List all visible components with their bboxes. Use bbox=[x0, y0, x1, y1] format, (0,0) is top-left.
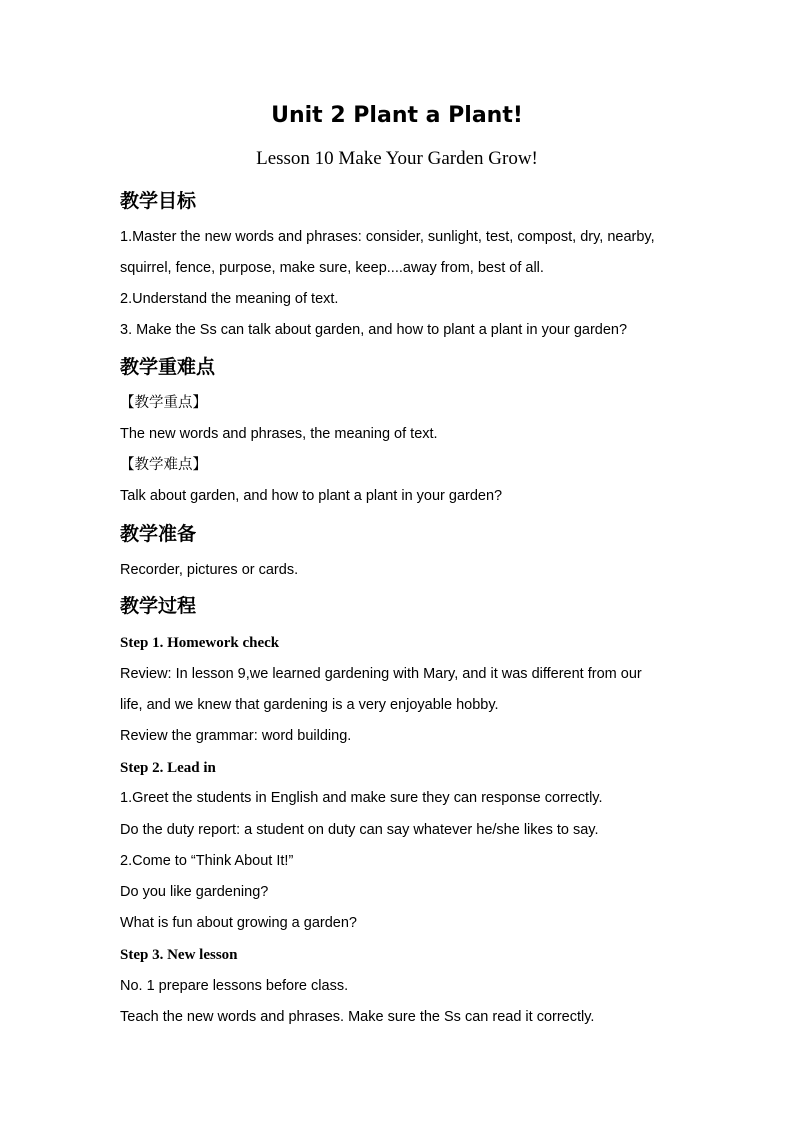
key-point-text: The new words and phrases, the meaning of text. bbox=[120, 426, 438, 442]
step-1-line-1: Review: In lesson 9,we learned gardening with Mary, and it was different from our bbox=[120, 666, 642, 682]
preparation-heading: 教学准备 bbox=[120, 523, 197, 545]
process-heading: 教学过程 bbox=[120, 595, 197, 617]
step-1-line-2: life, and we knew that gardening is a very enjoyable hobby. bbox=[120, 697, 499, 713]
step-2-line-2: Do the duty report: a student on duty can say whatever he/she likes to say. bbox=[120, 822, 599, 838]
lesson-subtitle: Lesson 10 Make Your Garden Grow! bbox=[256, 148, 538, 169]
objectives-line-4: 3. Make the Ss can talk about garden, and how to plant a plant in your garden? bbox=[120, 322, 628, 338]
step-2-line-4: Do you like gardening? bbox=[120, 884, 269, 900]
objectives-line-2: squirrel, fence, purpose, make sure, keep....away from, best of all. bbox=[120, 260, 544, 276]
step-1-line-3: Review the grammar: word building. bbox=[120, 728, 352, 744]
step-3-line-2: Teach the new words and phrases. Make sure the Ss can read it correctly. bbox=[120, 1009, 595, 1025]
key-point-label: 【教学重点】 bbox=[120, 395, 207, 411]
step-2-line-1: 1.Greet the students in English and make sure they can response correctly. bbox=[120, 790, 603, 806]
step-3-title: Step 3. New lesson bbox=[120, 947, 238, 963]
objectives-line-3: 2.Understand the meaning of text. bbox=[120, 291, 339, 307]
objectives-line-1: 1.Master the new words and phrases: consider, sunlight, test, compost, dry, nearby, bbox=[120, 229, 655, 245]
difficult-point-text: Talk about garden, and how to plant a plant in your garden? bbox=[120, 488, 503, 504]
key-points-heading: 教学重难点 bbox=[120, 356, 216, 378]
step-2-line-5: What is fun about growing a garden? bbox=[120, 915, 357, 931]
preparation-text: Recorder, pictures or cards. bbox=[120, 562, 299, 578]
document-title: Unit 2 Plant a Plant! bbox=[271, 103, 523, 128]
objectives-heading: 教学目标 bbox=[120, 190, 197, 212]
step-2-title: Step 2. Lead in bbox=[120, 760, 216, 776]
step-3-line-1: No. 1 prepare lessons before class. bbox=[120, 978, 349, 994]
difficult-point-label: 【教学难点】 bbox=[120, 457, 207, 473]
step-1-title: Step 1. Homework check bbox=[120, 635, 280, 651]
step-2-line-3: 2.Come to “Think About It!” bbox=[120, 853, 294, 869]
